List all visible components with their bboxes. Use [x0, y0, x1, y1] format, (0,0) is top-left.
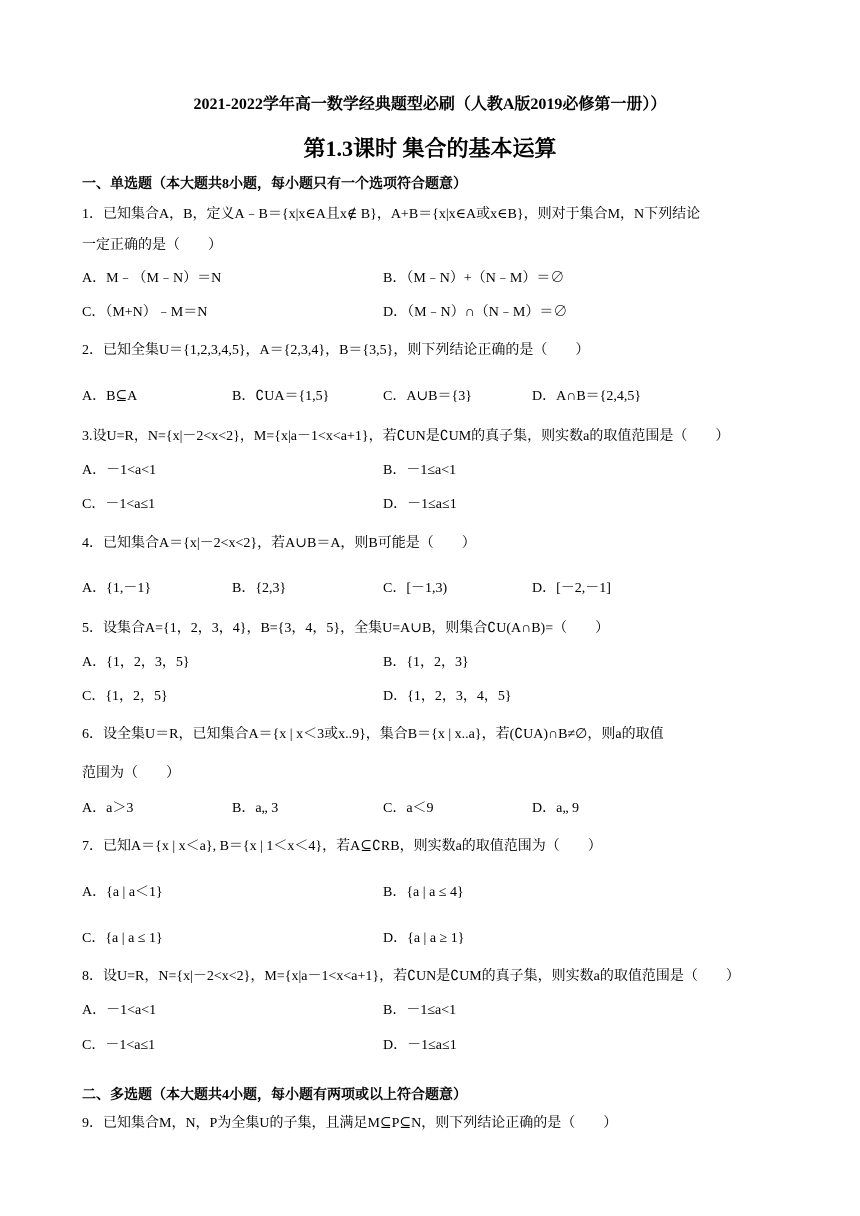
- question-8-option-b: B．－1≤a<1: [383, 1003, 457, 1018]
- question-1-option-a: A．M﹣（M﹣N）＝N: [82, 271, 222, 286]
- question-8-option-c: C．－1<a≤1: [82, 1038, 156, 1053]
- question-6-option-b: B．a„ 3: [232, 801, 279, 816]
- question-4-stem: 4．已知集合A＝{x|－2<x<2}，若A∪B＝A，则B可能是（ ）: [82, 536, 476, 551]
- series-title: 2021-2022学年高一数学经典题型必刷（人教A版2019必修第一册））: [193, 96, 667, 113]
- section-multiple-choice-title: 二、多选题（本大题共4小题，每小题有两项或以上符合题意）: [82, 1088, 467, 1103]
- question-3-option-c: C．－1<a≤1: [82, 497, 156, 512]
- question-2-option-c: C．A∪B＝{3}: [383, 389, 472, 404]
- question-5-option-b: B．{1，2，3}: [383, 655, 469, 670]
- question-6-option-c: C．a＜9: [383, 801, 434, 816]
- question-6-option-a: A．a＞3: [82, 801, 134, 816]
- question-4-option-d: D．[－2,－1]: [532, 581, 611, 596]
- section-single-choice-title: 一、单选题（本大题共8小题，每小题只有一个选项符合题意）: [82, 177, 467, 192]
- question-7-option-d: D．{a | a ≥ 1}: [383, 931, 465, 946]
- lesson-title: 第1.3课时 集合的基本运算: [303, 136, 557, 161]
- question-1-option-b: B．（M﹣N）+（N﹣M）＝∅: [383, 271, 565, 286]
- question-2-stem: 2．已知全集U＝{1,2,3,4,5}，A＝{2,3,4}，B＝{3,5}，则下列结论正确的是（ ）: [82, 343, 590, 358]
- question-1-option-d: D．（M﹣N）∩（N﹣M）＝∅: [383, 305, 568, 320]
- question-6-stem-line1: 6．设全集U＝R，已知集合A＝{x | x＜3或x..9}，集合B＝{x | x..a}，若(∁UA)∩B≠∅，则a的取值: [82, 727, 664, 742]
- question-7-option-c: C．{a | a ≤ 1}: [82, 931, 163, 946]
- question-3-option-b: B．－1≤a<1: [383, 463, 457, 478]
- question-4-option-a: A．{1,－1}: [82, 581, 152, 596]
- question-8-option-d: D．－1≤a≤1: [383, 1038, 457, 1053]
- question-5-option-a: A．{1，2，3，5}: [82, 655, 190, 670]
- question-1-stem-line2: 一定正确的是（ ）: [82, 238, 222, 253]
- question-1-stem-line1: 1．已知集合A，B，定义A﹣B＝{x|x∈A且x∉ B}，A+B＝{x|x∈A或x∈B}，则对于集合M，N下列结论: [82, 207, 701, 222]
- question-9-stem: 9．已知集合M，N，P为全集U的子集，且满足M⊆P⊆N，则下列结论正确的是（ ）: [82, 1116, 618, 1131]
- question-4-option-c: C．[－1,3): [383, 581, 448, 596]
- question-2-option-d: D．A∩B＝{2,4,5}: [532, 389, 642, 404]
- question-5-stem: 5．设集合A={1，2，3，4}，B={3，4，5}，全集U=A∪B，则集合∁U(A∩B)=（ ）: [82, 621, 610, 636]
- question-5-option-c: C．{1，2，5}: [82, 689, 168, 704]
- question-2-option-a: A．B⊆A: [82, 389, 138, 404]
- question-4-option-b: B．{2,3}: [232, 581, 287, 596]
- question-3-option-a: A．－1<a<1: [82, 463, 157, 478]
- question-3-option-d: D．－1≤a≤1: [383, 497, 457, 512]
- question-3-stem: 3.设U=R，N={x|－2<x<2}，M={x|a－1<x<a+1}，若∁UN是∁UM的真子集，则实数a的取值范围是（ ）: [82, 429, 730, 444]
- question-2-option-b: B．∁UA＝{1,5}: [232, 389, 330, 404]
- question-7-option-a: A．{a | a＜1}: [82, 885, 163, 900]
- question-1-option-c: C．（M+N）﹣M＝N: [82, 305, 208, 320]
- question-6-stem-line2: 范围为（ ）: [82, 766, 180, 781]
- question-5-option-d: D．{1，2，3，4，5}: [383, 689, 512, 704]
- question-8-option-a: A．－1<a<1: [82, 1003, 157, 1018]
- question-8-stem: 8．设U=R，N={x|－2<x<2}，M={x|a－1<x<a+1}，若∁UN是∁UM的真子集，则实数a的取值范围是（ ）: [82, 969, 740, 984]
- question-7-stem: 7．已知A＝{x | x＜a}, B＝{x | 1＜x＜4}，若A⊆∁RB，则实数a的取值范围为（ ）: [82, 839, 602, 854]
- question-6-option-d: D．a„ 9: [532, 801, 580, 816]
- question-7-option-b: B．{a | a ≤ 4}: [383, 885, 464, 900]
